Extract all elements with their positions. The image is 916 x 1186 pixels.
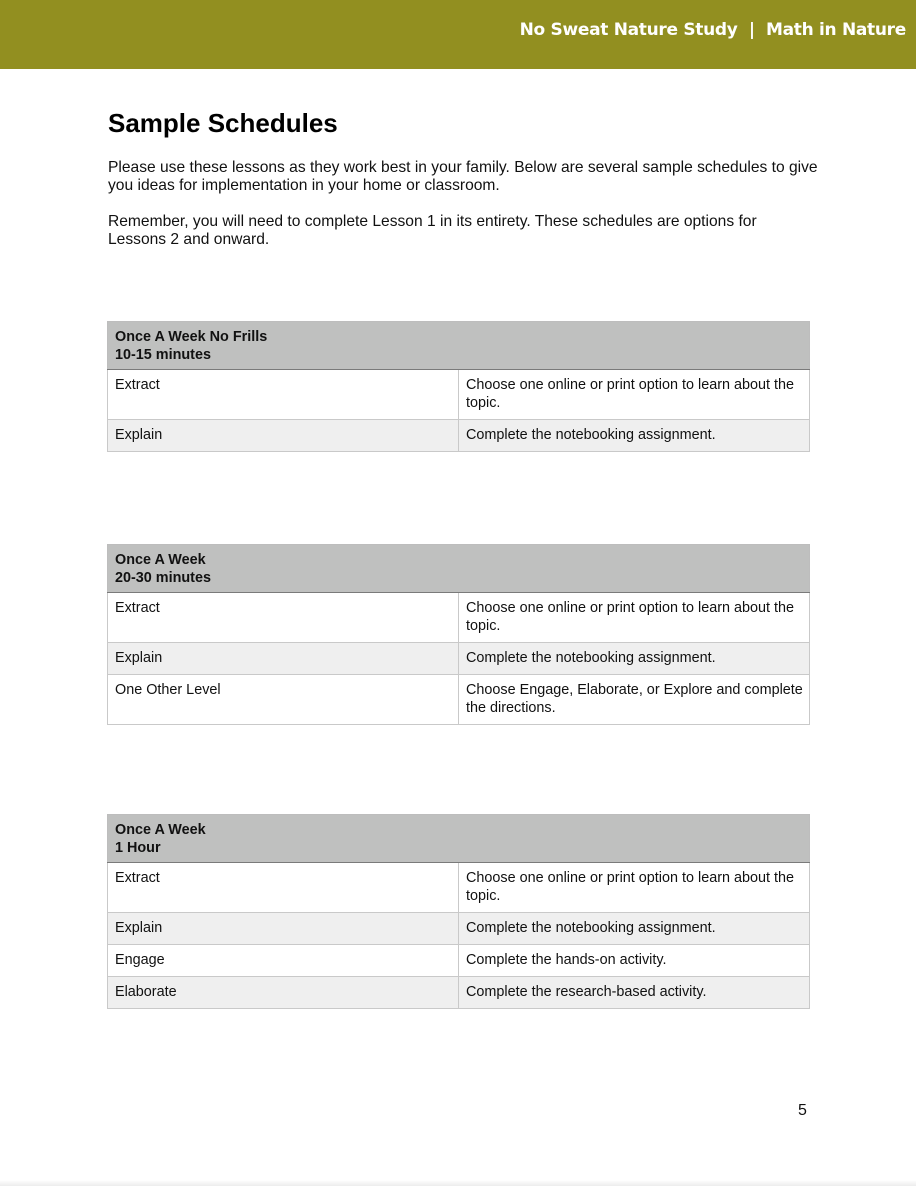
step-cell: Engage [108,945,459,977]
schedule-duration: 10-15 minutes [115,347,211,363]
step-cell: One Other Level [108,675,459,725]
table-row [108,643,810,675]
schedule-table-1-hour [107,814,810,1009]
schedule-header [108,322,810,370]
step-cell: Extract [108,593,459,643]
reminder-paragraph: Remember, you will need to complete Lesson 1 in its entirety. These schedules are options for Lessons 2 and onward. [108,213,757,248]
schedule-duration: 1 Hour [115,840,161,856]
schedule-header [108,815,810,863]
description-cell: Choose one online or print option to learn about the topic. [459,370,810,420]
step-cell: Explain [108,913,459,945]
page-number: 5 [798,1102,807,1119]
table-row [108,863,810,913]
description-cell: Complete the hands-on activity. [459,945,810,977]
description-cell: Complete the research-based activity. [459,977,810,1009]
description-cell: Complete the notebooking assignment. [459,913,810,945]
description-cell: Complete the notebooking assignment. [459,420,810,452]
schedule-title: Once A Week [115,822,206,838]
schedule-header [108,545,810,593]
table-row [108,913,810,945]
description-cell: Choose Engage, Elaborate, or Explore and complete the directions. [459,675,810,725]
step-cell: Explain [108,643,459,675]
description-cell: Choose one online or print option to learn about the topic. [459,863,810,913]
intro-paragraph: Please use these lessons as they work best in your family. Below are several sample schedules to give you ideas for implementation in your home or classroom. [108,159,818,194]
step-cell: Extract [108,863,459,913]
schedule-duration: 20-30 minutes [115,570,211,586]
schedule-table-20-30-minutes [107,544,810,725]
step-cell: Extract [108,370,459,420]
table-row [108,593,810,643]
schedule-title: Once A Week [115,552,206,568]
table-row [108,977,810,1009]
step-cell: Elaborate [108,977,459,1009]
schedule-title: Once A Week No Frills [115,329,268,345]
step-cell: Explain [108,420,459,452]
page-bottom-edge [0,1180,916,1186]
table-row [108,370,810,420]
header-banner [0,0,916,69]
description-cell: Complete the notebooking assignment. [459,643,810,675]
page-title: Sample Schedules [108,108,338,138]
table-row [108,420,810,452]
description-cell: Choose one online or print option to learn about the topic. [459,593,810,643]
table-row [108,945,810,977]
schedule-table-no-frills [107,321,810,452]
banner-title: No Sweat Nature Study | Math in Nature [519,20,906,40]
table-row [108,675,810,725]
